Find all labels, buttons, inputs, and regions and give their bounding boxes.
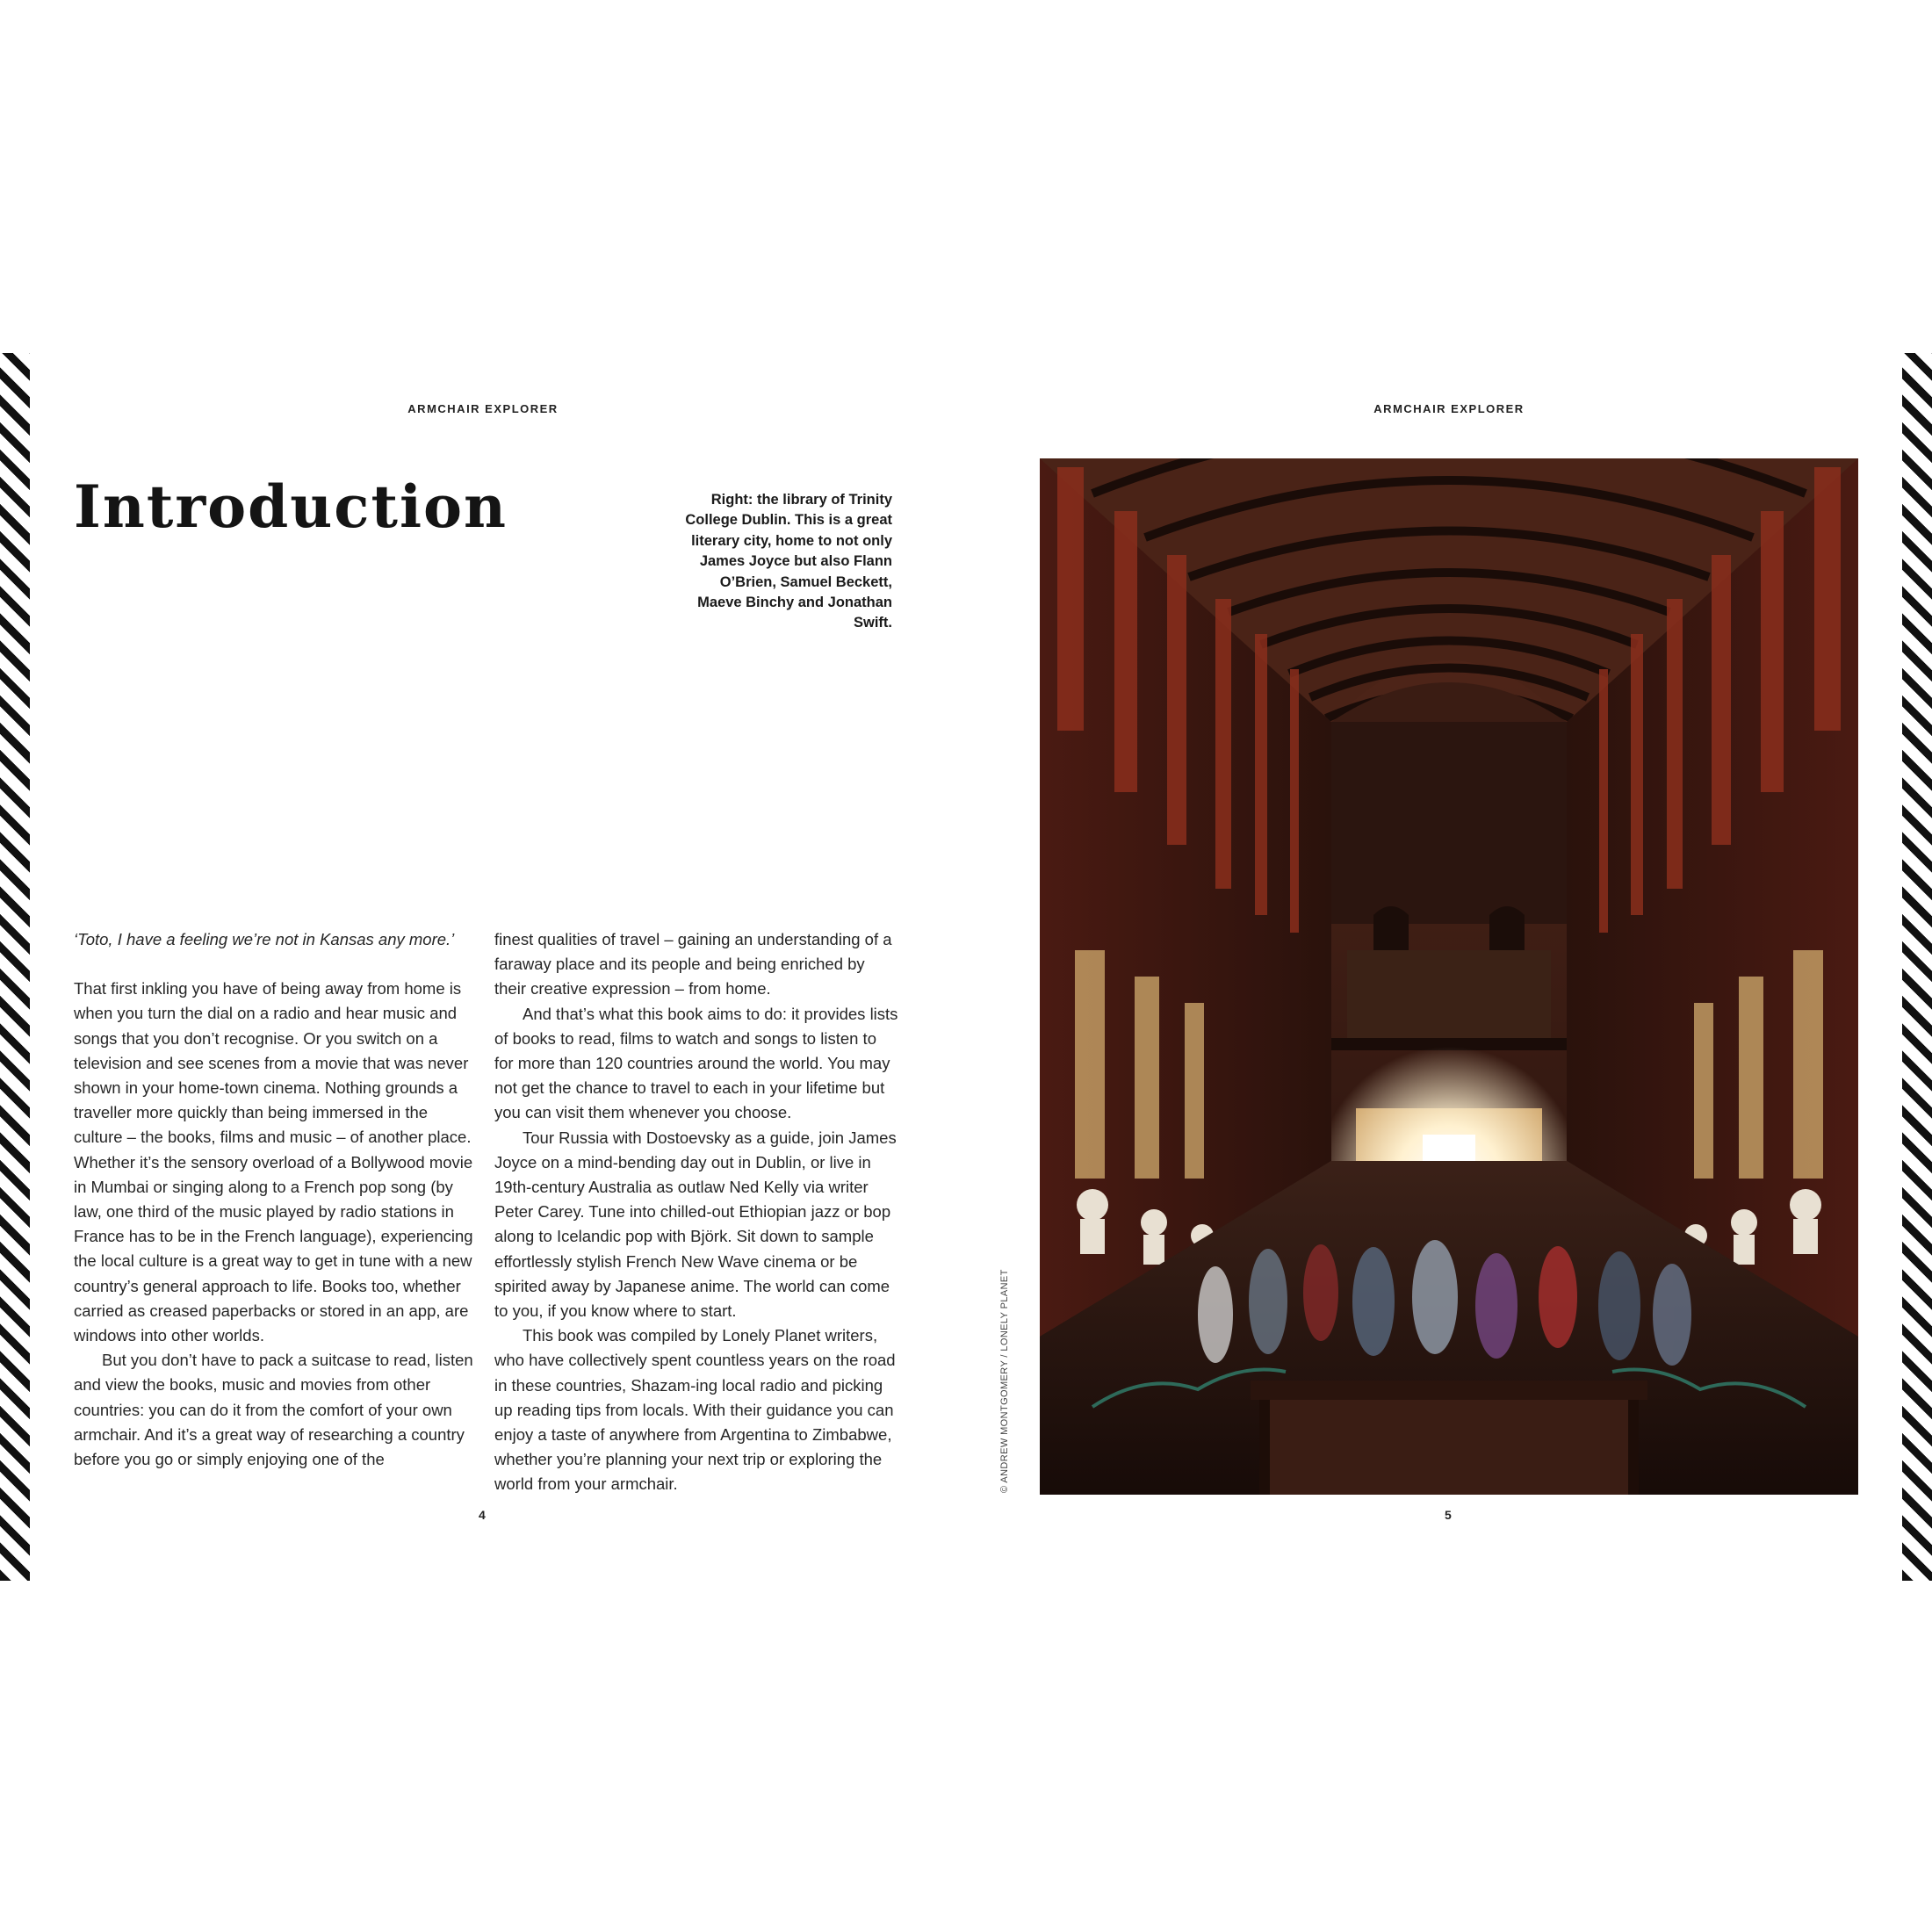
body-paragraph: That first inkling you have of being away from home is when you turn the dial on a radio and hear music and songs that you don’t recognise. Or you switch on a television and see scenes from a movie that was never shown in your home-town cinema. Nothing grounds a traveller more quickly than being immersed in the culture – the books, films and music – of another place. Whether it’s the sensory overload of a Bollywood movie in Mumbai or singing along to a French pop song (by law, one third of the music played by radio stations in France has to be in the French language), experiencing the local culture is a great way to get in tune with a new country’s general approach to life. Books too, whether carried as creased paperbacks or stored in an app, are windows into other worlds. <box>74 979 473 1345</box>
body-paragraph: But you don’t have to pack a suitcase to read, listen and view the books, music and movies from other countries: you can do it from the comfort of your own armchair. And it’s a great way of researching a country before you go or simply enjoying one of the <box>74 1351 473 1469</box>
running-head-right: ARMCHAIR EXPLORER <box>1373 402 1525 415</box>
body-paragraph: And that’s what this book aims to do: it provides lists of books to read, films to watch and songs to listen to for more than 120 countries around the world. You may not get the chance to travel to each in your lifetime but you can visit them whenever you choose. <box>494 1004 898 1122</box>
body-paragraph: Tour Russia with Dostoevsky as a guide, join James Joyce on a mind-bending day out in Dublin, or live in 19th-century Australia as outlaw Ned Kelly via writer Peter Carey. Tune into chilled-out Ethiopian jazz or bop along to Icelandic pop with Björk. Sit down to sample effortlessly stylish French New Wave cinema or be spirited away by Japanese anime. The world can come to you, if you know where to start. <box>494 1128 897 1321</box>
page-title: Introduction <box>74 472 508 541</box>
library-illustration <box>1040 458 1858 1495</box>
decorative-stripe-border-right <box>1902 353 1932 1581</box>
photo-caption: Right: the library of Trinity College Dublin. This is a great literary city, home to not only James Joyce but also Flann O’Brien, Samuel Beckett, Maeve Binchy and Jonathan Swift. <box>685 492 892 631</box>
library-photo <box>1040 458 1858 1495</box>
body-column-right <box>494 927 898 1497</box>
page-number-right: 5 <box>1445 1508 1452 1522</box>
decorative-stripe-border-left <box>0 353 30 1581</box>
epigraph: ‘Toto, I have a feeling we’re not in Kansas any more.’ <box>74 930 455 948</box>
body-paragraph: finest qualities of travel – gaining an understanding of a faraway place and its people and being enriched by their creative expression – from home. <box>494 930 892 998</box>
body-column-left <box>74 927 474 1472</box>
page-number-left: 4 <box>479 1508 486 1522</box>
photo-credit: © ANDREW MONTGOMERY / LONELY PLANET <box>999 1269 1010 1493</box>
running-head-left: ARMCHAIR EXPLORER <box>407 402 559 415</box>
body-paragraph: This book was compiled by Lonely Planet writers, who have collectively spent countless years on the road in these countries, Shazam-ing local radio and picking up reading tips from locals. With their guidance you can enjoy a taste of anywhere from Argentina to Zimbabwe, whether you’re planning your next trip or exploring the world from your armchair. <box>494 1326 896 1494</box>
